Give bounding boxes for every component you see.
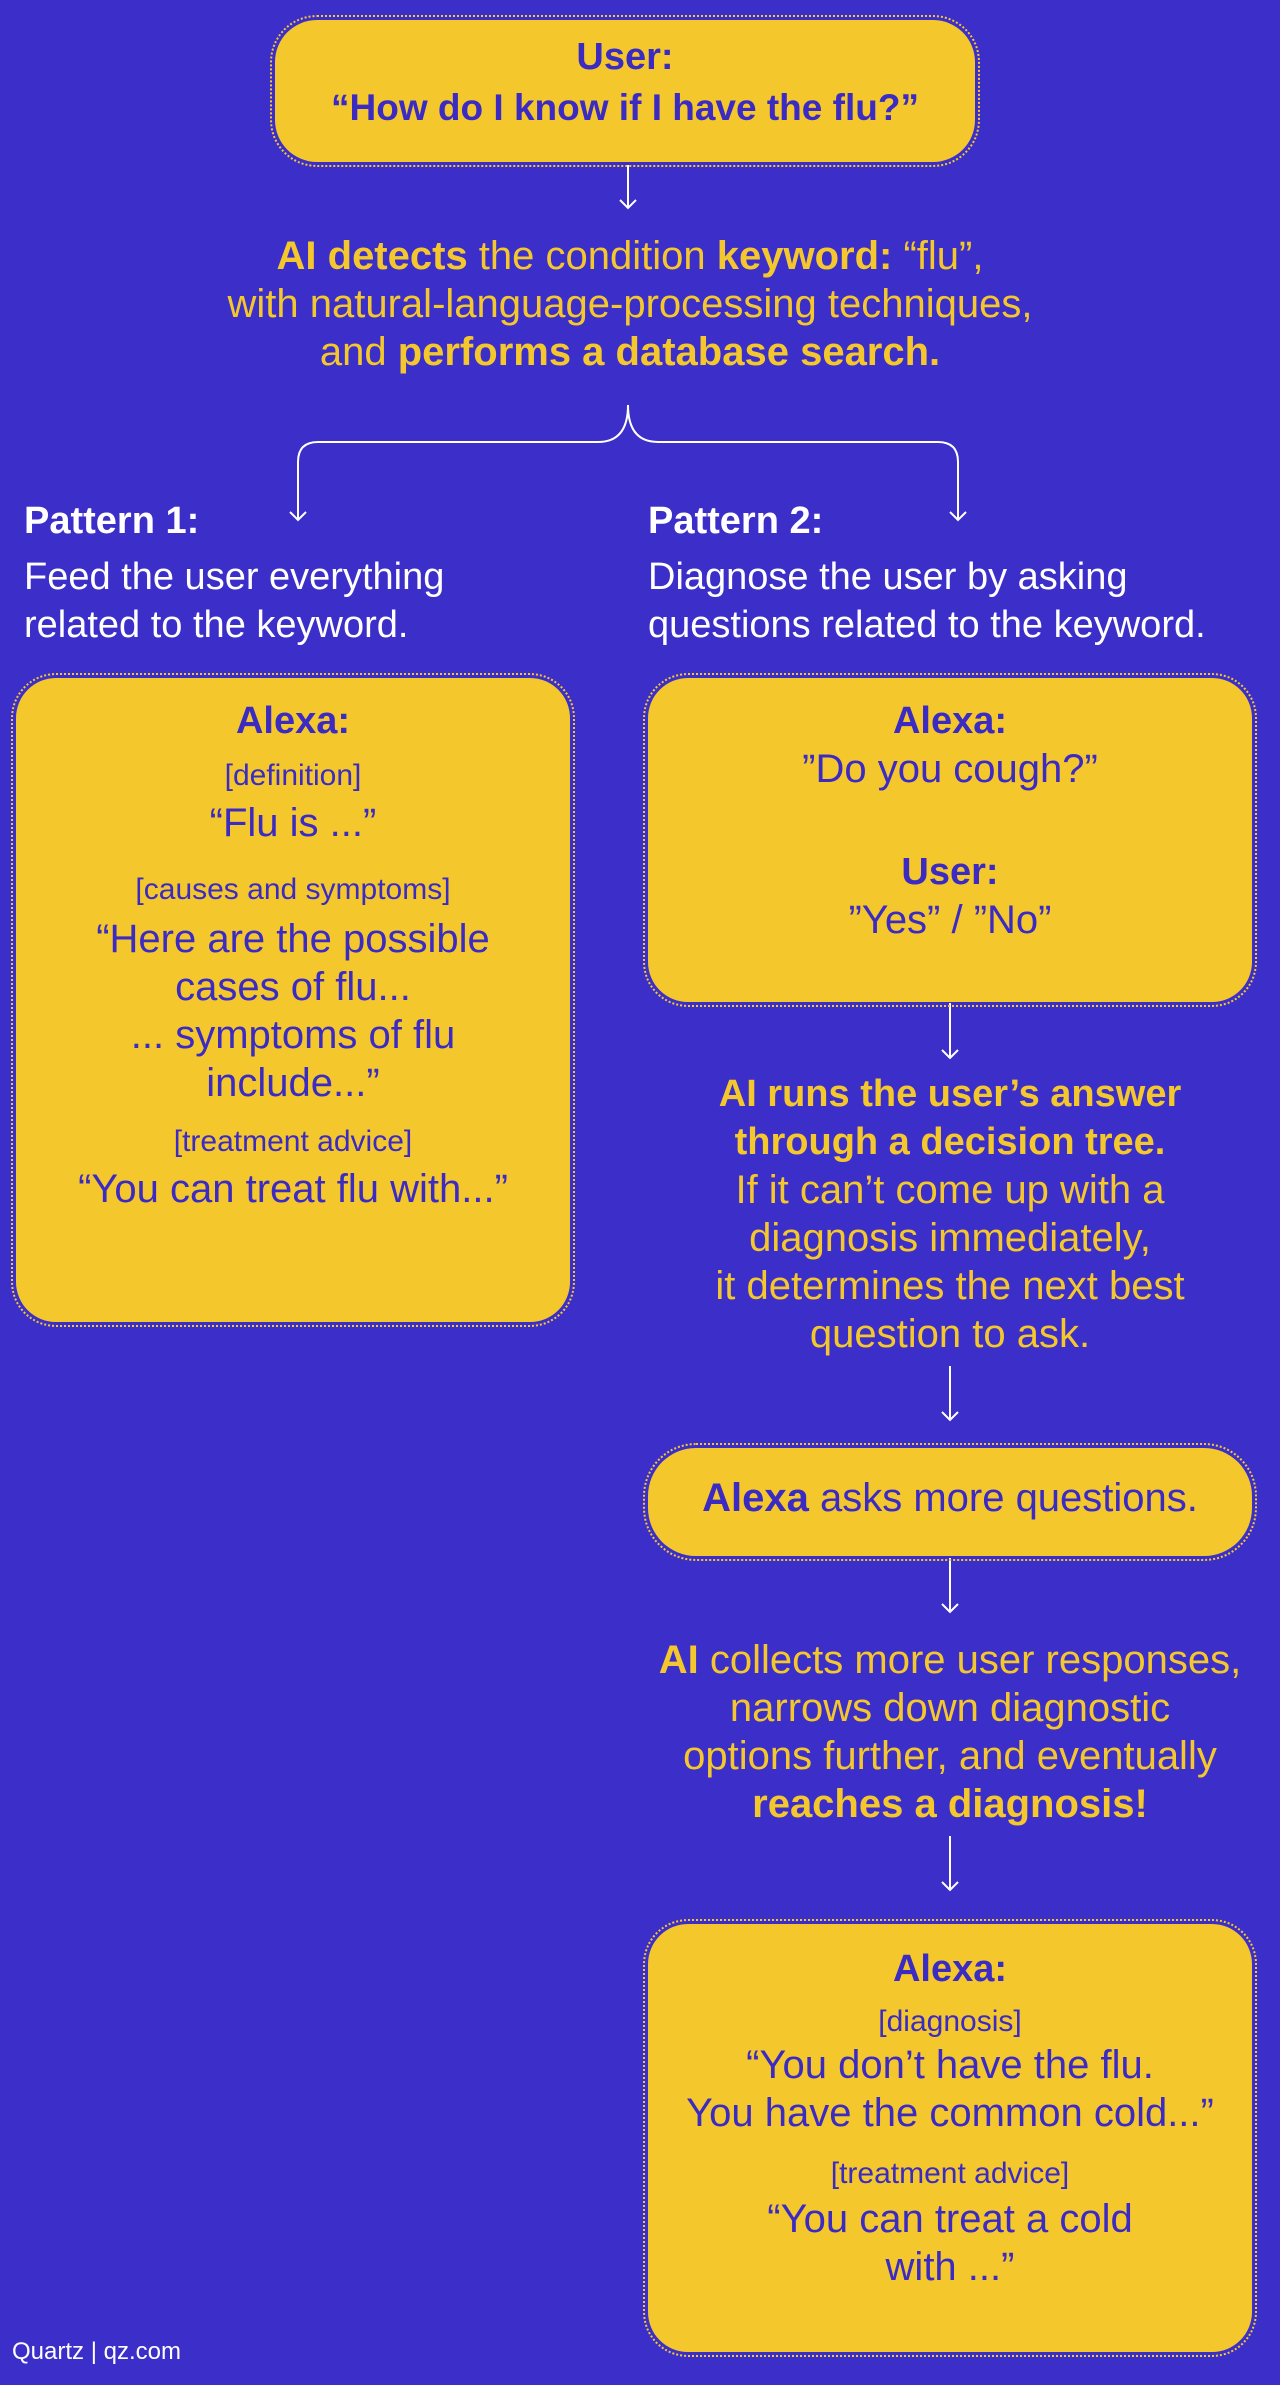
collect-l3: options further, and eventually xyxy=(683,1734,1217,1778)
pattern1-box-speaker: Alexa: xyxy=(235,700,351,742)
decision-bold-l2: through a decision tree. xyxy=(734,1121,1166,1163)
collect-l2: narrows down diagnostic xyxy=(729,1686,1171,1730)
pattern2-title: Pattern 2: xyxy=(648,500,824,542)
more-questions-text xyxy=(648,1476,1252,1521)
arrowhead-p2-decision xyxy=(942,1050,958,1058)
detect-text2: “flu”, xyxy=(892,234,984,278)
pattern2-box-answer: ”Yes” / ”No” xyxy=(848,898,1052,942)
pattern1-box-tag3: [treatment advice] xyxy=(173,1125,413,1158)
decision-l6: question to ask. xyxy=(809,1312,1091,1356)
detect-line3 xyxy=(140,328,1120,376)
pattern2-box xyxy=(648,678,1252,1002)
detect-bold2: keyword: xyxy=(716,234,893,278)
final-diagnosis-box xyxy=(648,1924,1252,2352)
arrowhead-top xyxy=(620,200,636,208)
final-box-tag1: [diagnosis] xyxy=(878,2005,1022,2038)
user-question-box xyxy=(275,20,975,162)
footer-credit: Quartz | qz.com xyxy=(12,2338,181,2365)
pattern1-box-quote2-l2: cases of flu... xyxy=(175,965,411,1009)
detect-text1: the condition xyxy=(467,234,717,278)
pattern1-box-quote1: “Flu is ...” xyxy=(209,801,377,845)
pattern2-box-speaker: Alexa: xyxy=(892,700,1008,742)
detect-text3: and xyxy=(319,330,398,374)
pattern2-header xyxy=(648,500,1280,649)
pattern2-desc-line2: questions related to the keyword. xyxy=(648,604,1206,646)
pattern1-desc-line1: Feed the user everything xyxy=(24,556,445,598)
detect-bold3: performs a database search. xyxy=(397,330,941,374)
user-question: “How do I know if I have the flu?” xyxy=(331,87,919,128)
arrowhead-collect-final xyxy=(942,1882,958,1890)
pattern2-box-user-label: User: xyxy=(901,851,999,893)
collect-text1: collects more user responses, xyxy=(698,1638,1242,1682)
pattern1-box-quote2-l4: include...” xyxy=(206,1061,380,1105)
final-box-tag2: [treatment advice] xyxy=(830,2157,1070,2190)
more-questions-bold: Alexa xyxy=(702,1476,809,1520)
collect-text xyxy=(630,1636,1270,1828)
pattern1-box-quote2-l1: “Here are the possible xyxy=(96,917,490,961)
pattern2-box-question: ”Do you cough?” xyxy=(802,747,1098,791)
pattern1-header xyxy=(24,500,604,649)
collect-bold4: reaches a diagnosis! xyxy=(752,1782,1148,1826)
arrowhead-decision-more xyxy=(942,1412,958,1420)
detect-text xyxy=(140,232,1120,376)
decision-l5: it determines the next best xyxy=(715,1264,1185,1308)
arrowhead-more-collect xyxy=(942,1604,958,1612)
pattern1-box-quote2-l3: ... symptoms of flu xyxy=(130,1013,456,1057)
final-box-quote2-l2: with ...” xyxy=(885,2245,1015,2289)
final-box-speaker: Alexa: xyxy=(892,1948,1008,1990)
pattern1-box-tag1: [definition] xyxy=(224,759,362,792)
pattern1-box-quote3: “You can treat flu with...” xyxy=(78,1167,508,1211)
detect-line1 xyxy=(140,232,1120,280)
pattern2-desc-line1: Diagnose the user by asking xyxy=(648,556,1128,598)
pattern1-box-tag2: [causes and symptoms] xyxy=(135,873,451,906)
collect-bold1: AI xyxy=(658,1638,699,1682)
decision-l3: If it can’t come up with a xyxy=(735,1168,1165,1212)
pattern1-title: Pattern 1: xyxy=(24,500,200,542)
decision-bold-l1: AI runs the user’s answer xyxy=(718,1073,1182,1115)
detect-line2: with natural-language-processing techniques, xyxy=(227,282,1033,326)
user-label: User: xyxy=(576,36,674,78)
decision-text xyxy=(640,1070,1260,1358)
final-box-quote2-l1: “You can treat a cold xyxy=(767,2197,1133,2241)
more-questions-rest: asks more questions. xyxy=(808,1476,1198,1520)
pattern1-box xyxy=(16,678,570,1322)
final-box-quote1-l2: You have the common cold...” xyxy=(686,2091,1214,2135)
pattern1-desc-line2: related to the keyword. xyxy=(24,604,409,646)
detect-bold1: AI detects xyxy=(276,234,468,278)
collect-line1 xyxy=(630,1636,1270,1684)
more-questions-box xyxy=(648,1448,1252,1556)
decision-l4: diagnosis immediately, xyxy=(749,1216,1151,1260)
final-box-quote1-l1: “You don’t have the flu. xyxy=(746,2043,1154,2087)
